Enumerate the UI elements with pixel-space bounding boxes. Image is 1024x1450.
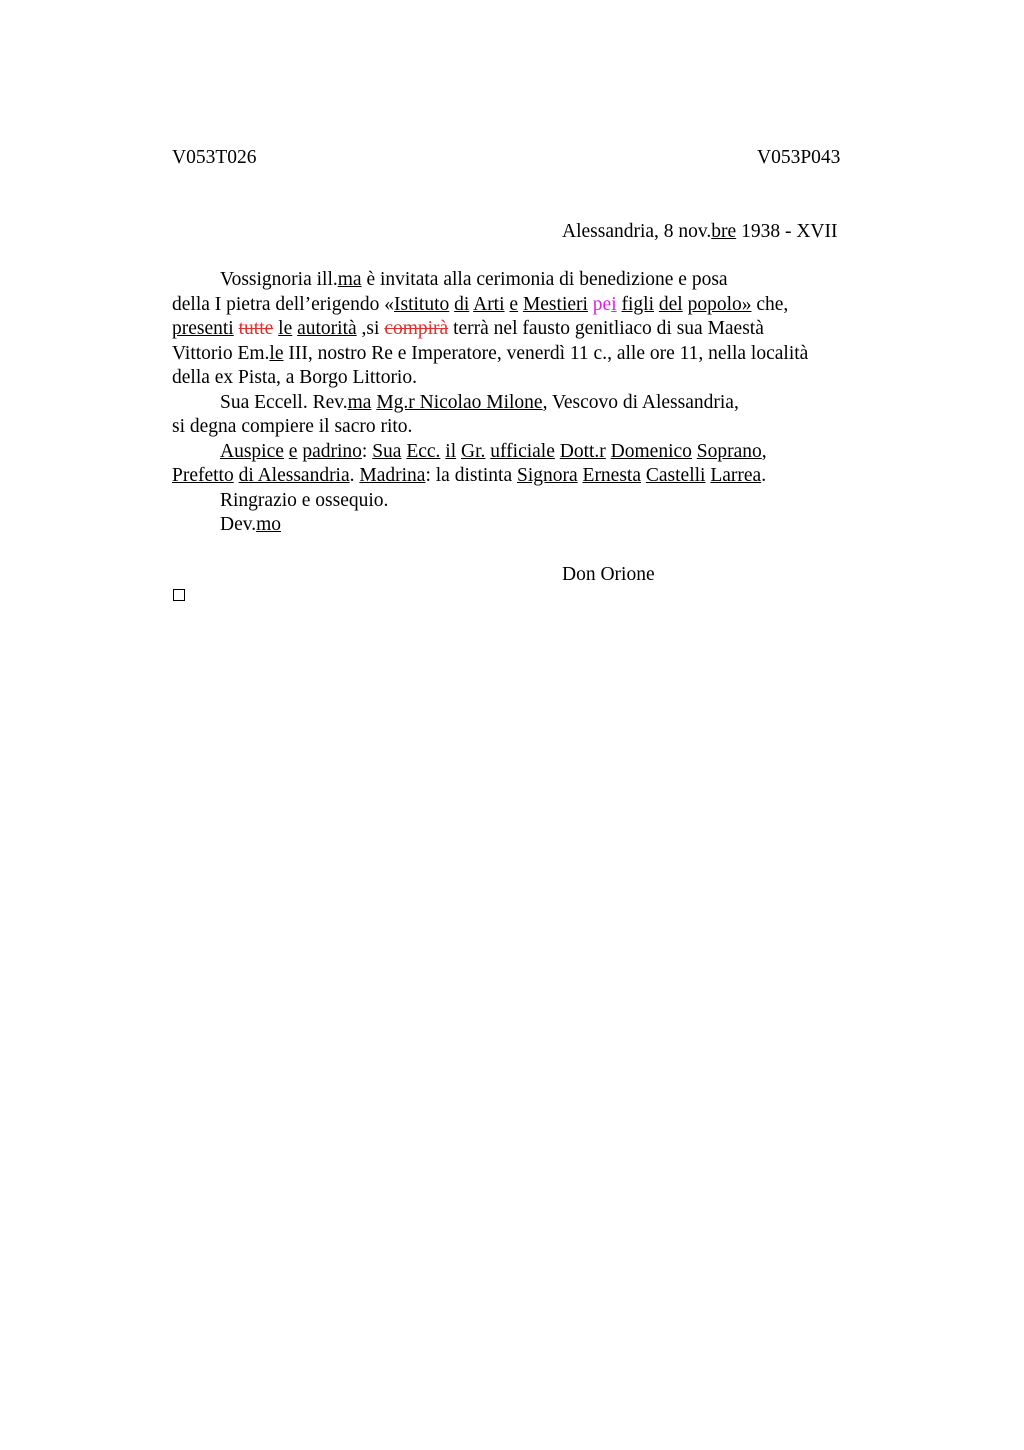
text-run-underlined: autorità (297, 318, 357, 339)
text-run-underlined: ufficiale (490, 440, 555, 462)
text-run: , Vescovo di Alessandria, (542, 391, 739, 413)
text-run: . (761, 465, 767, 486)
document-code-right: V053P043 (757, 147, 841, 168)
body-line-9 (172, 464, 852, 489)
text-run-underlined: Auspice (220, 440, 284, 462)
text-run-underlined: Larrea (710, 465, 762, 486)
text-run-underlined: Mg.r Nicolao Milone (376, 391, 543, 413)
dateline (562, 220, 837, 245)
signature: Don Orione (562, 564, 655, 585)
text-run: : (361, 440, 373, 462)
text-run-underlined: e (288, 440, 298, 462)
body-line-7: si degna compiere il sacro rito. (172, 416, 413, 437)
text-run: ,si (356, 318, 385, 339)
dateline-place-date: Alessandria, 8 nov. (562, 221, 712, 242)
document-code-left: V053T026 (172, 147, 257, 168)
text-run: Vittorio Em. (172, 342, 270, 364)
text-run-underlined: Castelli (645, 465, 706, 486)
text-run-underlined: Ernesta (582, 465, 642, 486)
text-run-underlined: Gr. (461, 440, 486, 462)
body-line-5: della ex Pista, a Borgo Littorio. (172, 367, 417, 388)
dateline-year: 1938 - XVII (736, 221, 838, 242)
body-line-10: Ringrazio e ossequio. (220, 489, 389, 511)
deleted-text: compirà (384, 318, 449, 339)
text-run-underlined: Madrina (359, 465, 426, 486)
body-line-6 (172, 391, 852, 416)
text-run-underlined: Istituto (393, 293, 450, 315)
text-run: III, nostro Re e Imperatore, venerdì 11 c., alle ore 11, nella località (283, 342, 809, 364)
text-run-underlined: e (509, 293, 519, 315)
dateline-month-abbr: bre (711, 221, 737, 242)
text-run-underlined: mo (256, 514, 282, 535)
text-run: terrà nel fausto genitliaco di sua Maestà (448, 318, 764, 339)
inserted-text: pe (592, 293, 612, 315)
text-run-underlined: Prefetto (172, 465, 234, 486)
checkbox-square-icon (173, 589, 185, 601)
text-run: , (761, 440, 767, 462)
text-run-underlined: padrino (302, 440, 362, 462)
text-run-underlined: di (454, 293, 470, 315)
text-run-underlined: Sua (372, 440, 402, 462)
text-run-underlined: il (445, 440, 457, 462)
text-run-underlined: ma (337, 269, 362, 290)
text-run: Sua Eccell. Rev. (220, 391, 348, 413)
text-run: è invitata alla cerimonia di benedizione e posa (361, 269, 728, 290)
text-run-underlined: del (658, 293, 683, 315)
text-run-underlined: presenti (172, 318, 234, 339)
text-run-underlined: Mestieri (522, 293, 588, 315)
text-run: della I pietra dell’erigendo « (172, 293, 394, 315)
text-run-underlined: Domenico (610, 440, 692, 462)
text-run-underlined: Dott.r (559, 440, 606, 462)
text-run: Vossignoria ill. (220, 269, 338, 290)
text-run: Dev. (220, 514, 257, 535)
body-line-8 (172, 440, 852, 465)
text-run-underlined: Arti (473, 293, 505, 315)
text-run: . (349, 465, 360, 486)
text-run-underlined: ma (347, 391, 372, 413)
text-run-underlined: le (269, 342, 284, 364)
deleted-text: tutte (238, 318, 274, 339)
body-line-2 (172, 293, 852, 318)
body-line-11 (172, 513, 852, 538)
text-run-underlined: le (278, 318, 293, 339)
inserted-text-underlined: i (611, 293, 617, 315)
text-run-underlined: figli (621, 293, 654, 315)
text-run-underlined: popolo» (687, 293, 752, 315)
text-run: : la distinta (425, 465, 517, 486)
letter-body (172, 268, 852, 538)
text-run-underlined: Soprano (696, 440, 762, 462)
body-line-3 (172, 317, 852, 342)
text-run-underlined: di Alessandria (238, 465, 350, 486)
text-run-underlined: Ecc. (406, 440, 441, 462)
body-line-1 (172, 268, 852, 293)
text-run: che, (751, 293, 789, 315)
body-line-4 (172, 342, 852, 367)
text-run-underlined: Signora (516, 465, 578, 486)
